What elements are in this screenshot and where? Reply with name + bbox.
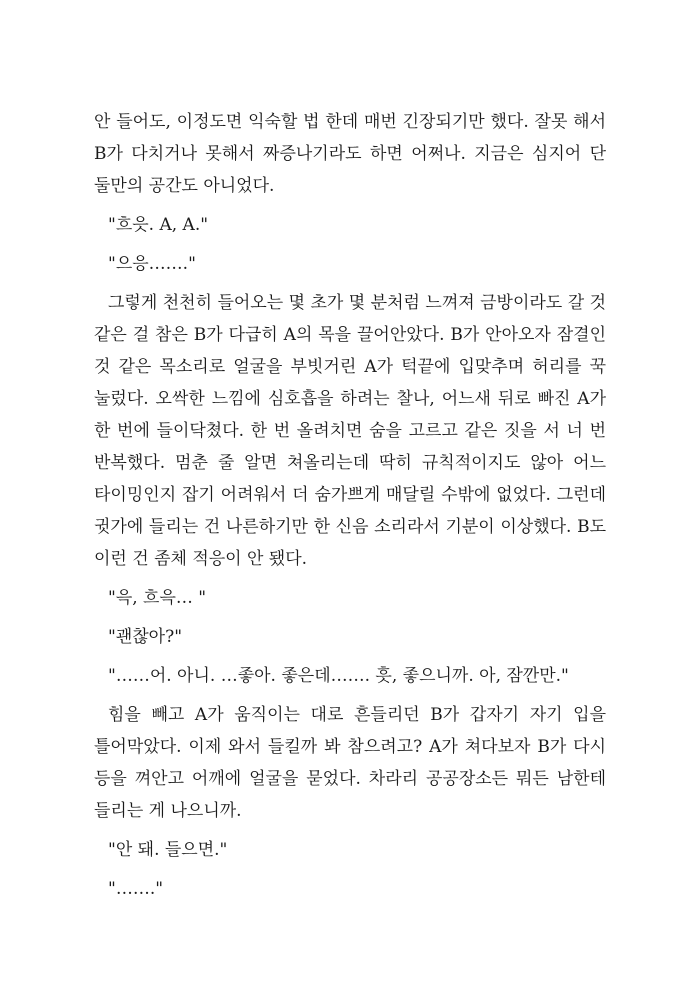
paragraph-opening: 안 들어도, 이정도면 익숙할 법 한데 매번 긴장되기만 했다. 잘못 해서 B가 다치거나 못해서 짜증나기라도 하면 어쩌나. 지금은 심지어 단 둘만의 공간도 아니었다. <box>94 112 606 196</box>
dialogue-line: "으응……." <box>108 254 196 274</box>
dialogue-line: "괜찮아?" <box>108 627 183 647</box>
dialogue-line: "……." <box>108 879 164 899</box>
dialogue-line: "윽, 흐윽… " <box>108 588 207 608</box>
document-body <box>94 106 606 912</box>
dialogue-line: "안 돼. 들으면." <box>108 840 228 860</box>
dialogue-line: "흐읏. A, A." <box>108 215 209 235</box>
paragraph: 그렇게 천천히 들어오는 몇 초가 몇 분처럼 느껴져 금방이라도 갈 것 같은 걸 참은 B가 다급히 A의 목을 끌어안았다. B가 안아오자 잠결인 것 같은 목소리로 얼굴을 부빗거린 A가 턱끝에 입맞추며 허리를 꾹 눌렀다. 오싹한 느낌에 심호흡을 하려는 찰나, 어느새 뒤로 빠진 A가 한 번에 들이닥쳤다. 한 번 올려치면 숨을 고르고 같은 짓을 서 너 번 반복했다. 멈춘 줄 알면 쳐올리는데 딱히 규칙적이지도 않아 어느 타이밍인지 잡기 어려워서 더 숨가쁘게 매달릴 수밖에 없었다. 그런데 귓가에 들리는 건 나른하기만 한 신음 소리라서 기분이 이상했다. B도 이런 건 좀체 적응이 안 됐다. <box>94 293 606 569</box>
dialogue-line: "……어. 아니. …좋아. 좋은데……. 흣, 좋으니까. 아, 잠깐만." <box>108 666 569 686</box>
paragraph: 힘을 빼고 A가 움직이는 대로 흔들리던 B가 갑자기 자기 입을 틀어막았다. 이제 와서 들킬까 봐 참으려고? A가 쳐다보자 B가 다시 등을 껴안고 어깨에 얼굴을 묻었다. 차라리 공공장소든 뭐든 남한테 들리는 게 나으니까. <box>94 705 606 821</box>
